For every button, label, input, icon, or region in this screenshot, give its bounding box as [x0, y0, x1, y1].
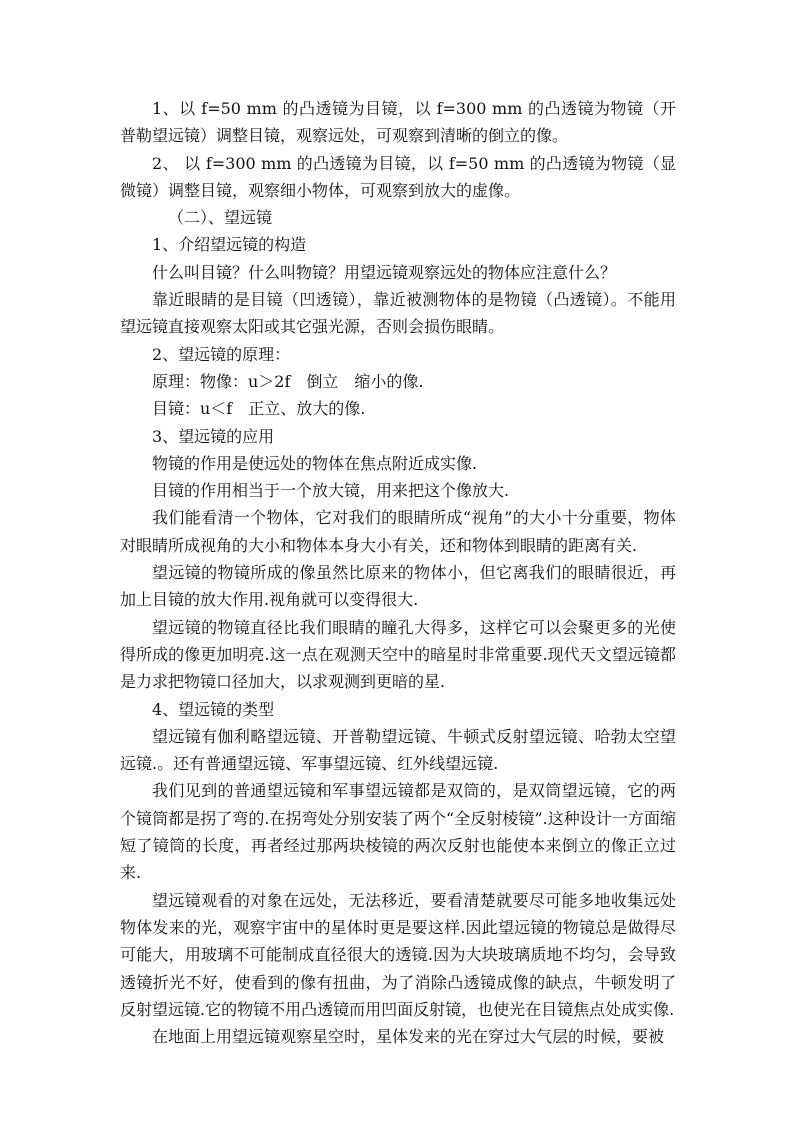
subheading-principle: 2、望远镜的原理： [152, 344, 291, 364]
paragraph-principle-eyepiece: 目镜：u＜f 正立、放大的像. [152, 399, 366, 419]
paragraph-image-near: 望远镜的物镜所成的像虽然比原来的物体小，但它离我们的眼睛很近，再加上目镜的放大作用.视角就可以变得很大. [120, 563, 676, 610]
paragraph-answer: 靠近眼睛的是目镜（凹透镜），靠近被测物体的是物镜（凸透镜）。不能用望远镜直接观察太阳或其它强光源，否则会损伤眼睛。 [120, 290, 676, 337]
paragraph-2: 2、 以 f=300 mm 的凸透镜为目镜，以 f=50 mm 的凸透镜为物镜（显微镜）调整目镜，观察细小物体，可观察到放大的虚像。 [120, 153, 676, 200]
paragraph-question: 什么叫目镜？什么叫物镜？用望远镜观察远处的物体应注意什么？ [152, 262, 617, 282]
paragraph-1: 1、以 f=50 mm 的凸透镜为目镜，以 f=300 mm 的凸透镜为物镜（开普勒望远镜）调整目镜，观察远处，可观察到清晰的倒立的像。 [120, 99, 676, 146]
subheading-application: 3、望远镜的应用 [152, 426, 275, 446]
paragraph-reflector: 望远镜观看的对象在远处，无法移近，要看清楚就要尽可能多地收集远处物体发来的光，观察宇宙中的星体时更是要这样.因此望远镜的物镜总是做得尽可能大，用玻璃不可能制成直径很大的透镜.因为大块玻璃质地不均匀，会导致透镜折光不好，使看到的像有扭曲，为了消除凸透镜成像的缺点，牛顿发明了反射望远镜.它的物镜不用凸透镜而用凹面反射镜，也使光在目镜焦点处成实像. [120, 890, 676, 1019]
paragraph-objective-role: 物镜的作用是使远处的物体在焦点附近成实像. [152, 453, 478, 473]
document-page [120, 95, 676, 1050]
paragraph-types-list: 望远镜有伽利略望远镜、开普勒望远镜、牛顿式反射望远镜、哈勃太空望远镜.。还有普通望远镜、军事望远镜、红外线望远镜. [120, 726, 676, 774]
subheading-structure: 1、介绍望远镜的构造 [152, 235, 307, 255]
subheading-types: 4、望远镜的类型 [152, 699, 275, 719]
paragraph-binoculars: 我们见到的普通望远镜和军事望远镜都是双筒的，是双筒望远镜，它的两个镜筒都是拐了弯的.在拐弯处分别安装了两个“全反射棱镜”.这种设计一方面缩短了镜筒的长度，再者经过那两块棱镜的两次反射也能使本来倒立的像正立过来. [120, 781, 676, 883]
paragraph-principle-objective: 原理：物像：u＞2f 倒立 缩小的像. [152, 371, 424, 391]
section-heading-telescope: （二）、望远镜 [168, 208, 273, 228]
paragraph-eyepiece-role: 目镜的作用相当于一个放大镜，用来把这个像放大. [152, 481, 510, 501]
paragraph-atmosphere: 在地面上用望远镜观察星空时，星体发来的光在穿过大气层的时候，要被 [152, 1027, 665, 1047]
paragraph-visual-angle: 我们能看清一个物体，它对我们的眼睛所成“视角”的大小十分重要，物体对眼睛所成视角的大小和物体本身大小有关，还和物体到眼睛的距离有关. [120, 508, 676, 555]
paragraph-aperture: 望远镜的物镜直径比我们眼睛的瞳孔大得多，这样它可以会聚更多的光使得所成的像更加明亮.这一点在观测天空中的暗星时非常重要.现代天文望远镜都是力求把物镜口径加大，以求观测到更暗的星. [120, 617, 676, 692]
